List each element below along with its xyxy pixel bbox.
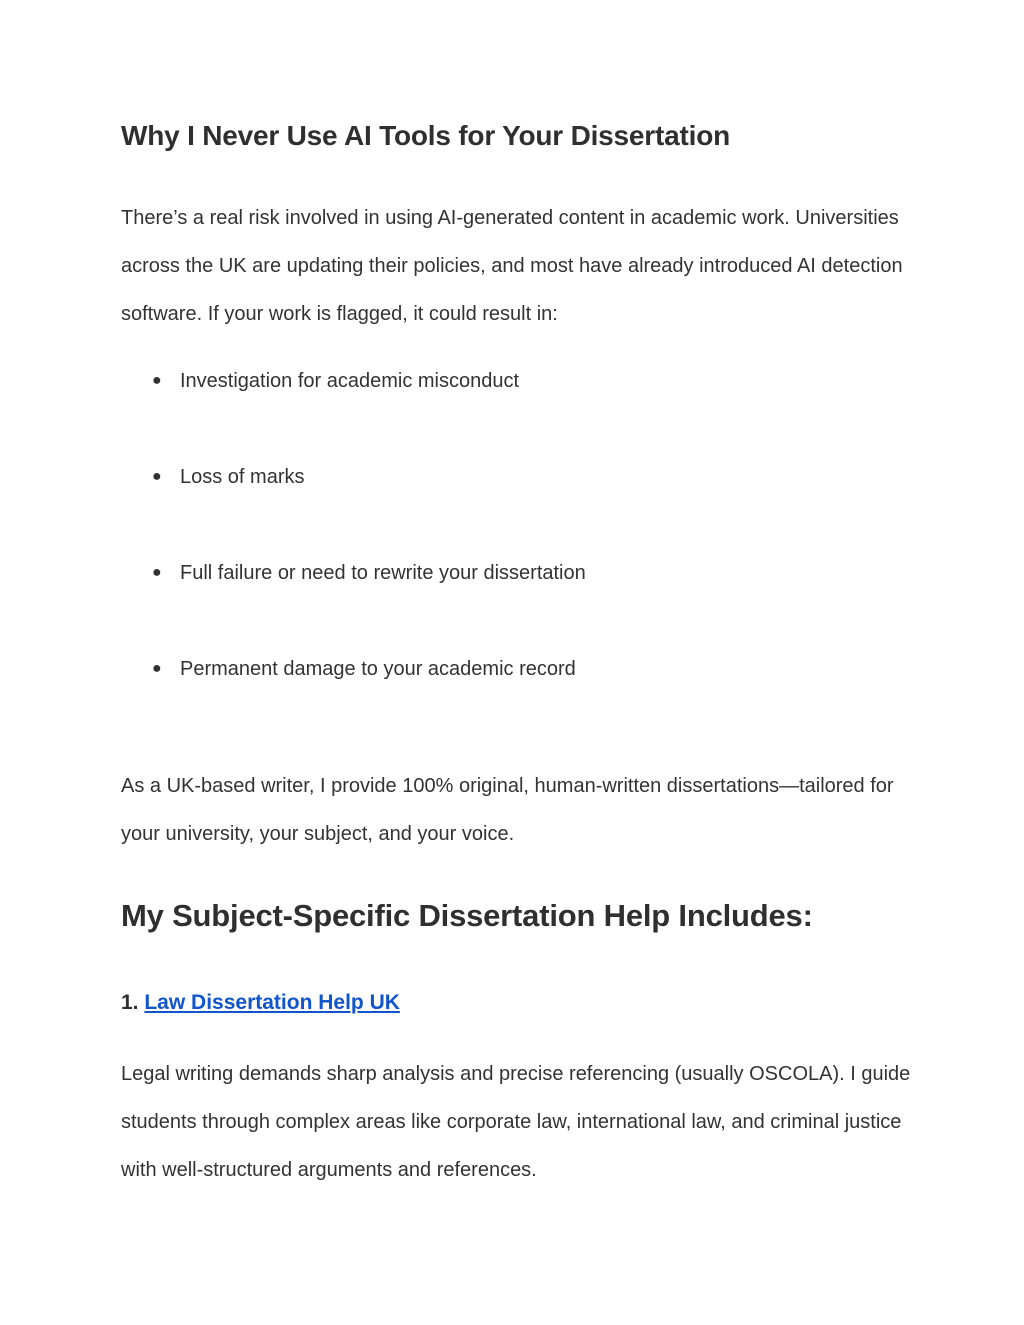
list-item [152, 562, 586, 585]
list-item-text: Full failure or need to rewrite your dissertation [180, 562, 586, 584]
bullet-icon: ● [152, 468, 162, 485]
closing-paragraph: As a UK-based writer, I provide 100% original, human-written dissertations—tailored for your university, your subject, and your voice. [121, 775, 894, 845]
bullet-icon: ● [152, 660, 162, 677]
item-number: 1. [121, 991, 139, 1014]
list-item [152, 658, 576, 681]
section-heading-subject-help: My Subject-Specific Dissertation Help Includes: [121, 898, 813, 933]
intro-paragraph: There’s a real risk involved in using AI-generated content in academic work. Universities across the UK are updating their policies, and most have already introduced AI detection software. If your work is flagged, it could result in: [121, 207, 903, 325]
list-item-text: Loss of marks [180, 466, 305, 488]
law-dissertation-link[interactable]: Law Dissertation Help UK [144, 991, 400, 1014]
subsection-heading-law [121, 991, 400, 1015]
bullet-icon: ● [152, 372, 162, 389]
section-heading-ai-tools: Why I Never Use AI Tools for Your Dissertation [121, 120, 731, 151]
law-paragraph: Legal writing demands sharp analysis and precise referencing (usually OSCOLA). I guide students through complex areas like corporate law, international law, and criminal justice with well-structured arguments and references. [121, 1063, 911, 1181]
list-item-text: Permanent damage to your academic record [180, 658, 576, 680]
list-item [152, 370, 519, 393]
list-item-text: Investigation for academic misconduct [180, 370, 520, 392]
bullet-icon: ● [152, 564, 162, 581]
list-item [152, 466, 304, 489]
